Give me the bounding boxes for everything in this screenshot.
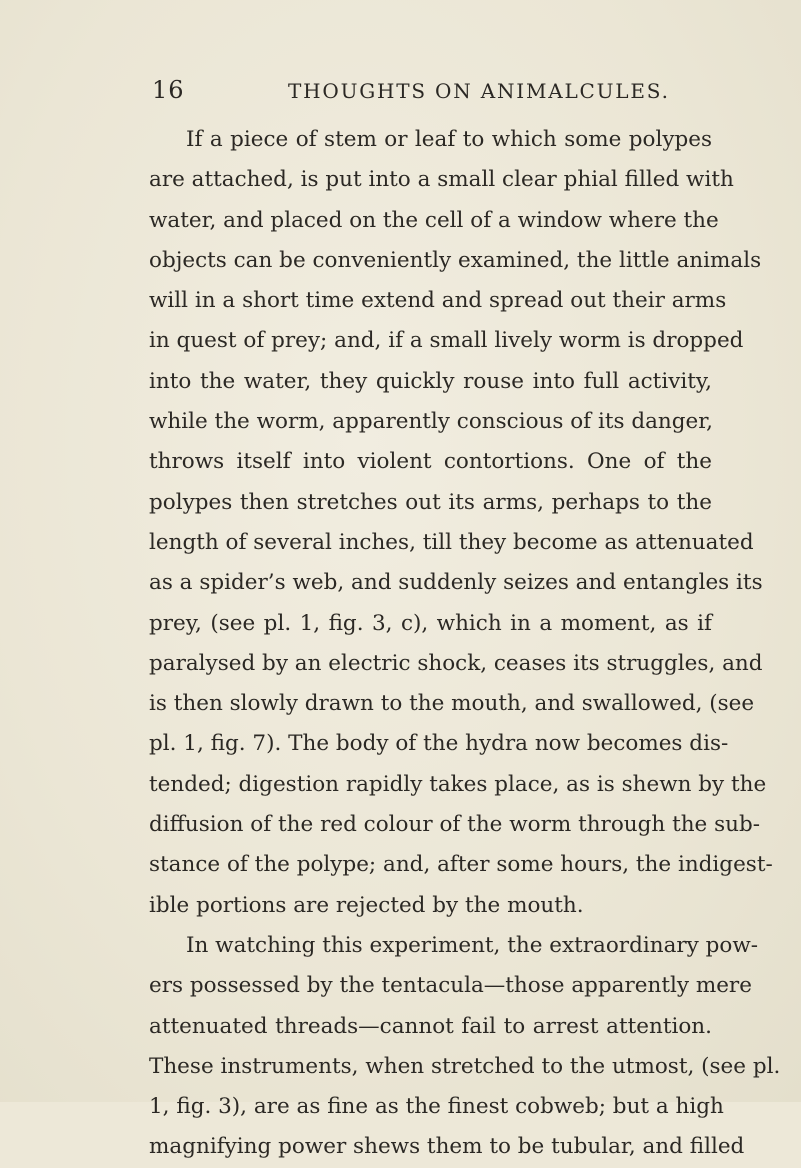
text-line: ers possessed by the tentacula—those apparently mere — [149, 973, 752, 999]
text-line: In watching this experiment, the extraordinary pow- — [186, 932, 759, 958]
text-line: throws itself into violent contortions. One of the — [149, 449, 712, 475]
text-line: objects can be conveniently examined, the little animals — [149, 247, 762, 273]
running-head: THOUGHTS ON ANIMALCULES. — [288, 79, 670, 103]
text-line: These instruments, when stretched to the utmost, (see pl. — [149, 1053, 781, 1079]
text-line: magnifying power shews them to be tubular, and filled — [149, 1134, 745, 1160]
text-line: ible portions are rejected by the mouth. — [149, 892, 584, 918]
text-line: attenuated threads—cannot fail to arrest attention. — [149, 1013, 712, 1039]
text-line: water, and placed on the cell of a window where the — [149, 207, 719, 233]
text-line: diffusion of the red colour of the worm through the sub- — [149, 812, 761, 838]
text-line: polypes then stretches out its arms, perhaps to the — [149, 489, 712, 515]
text-line: as a spider’s web, and suddenly seizes and entangles its — [149, 570, 763, 596]
text-line: tended; digestion rapidly takes place, as is shewn by the — [149, 771, 767, 797]
page-header — [152, 76, 712, 108]
text-line: If a piece of stem or leaf to which some polypes — [186, 127, 712, 152]
text-line: pl. 1, fig. 7). The body of the hydra now becomes dis- — [149, 731, 729, 757]
text-line: stance of the polype; and, after some hours, the indigest- — [149, 852, 773, 878]
text-line: will in a short time extend and spread out their arms — [149, 288, 727, 314]
text-line: while the worm, apparently conscious of its danger, — [149, 409, 714, 435]
text-line: 1, fig. 3), are as fine as the finest cobweb; but a high — [149, 1094, 724, 1120]
text-line: length of several inches, till they become as attenuated — [149, 529, 754, 555]
text-line: is then slowly drawn to the mouth, and swallowed, (see — [149, 691, 755, 717]
text-line: in quest of prey; and, if a small lively worm is dropped — [149, 328, 744, 354]
text-line: are attached, is put into a small clear phial filled with — [149, 167, 734, 193]
body-text — [149, 120, 781, 1168]
page-number: 16 — [152, 76, 185, 104]
text-line: into the water, they quickly rouse into full activity, — [149, 368, 712, 394]
text-line: prey, (see pl. 1, fig. 3, c), which in a moment, as if — [149, 610, 712, 636]
text-line: paralysed by an electric shock, ceases its struggles, and — [149, 650, 763, 676]
